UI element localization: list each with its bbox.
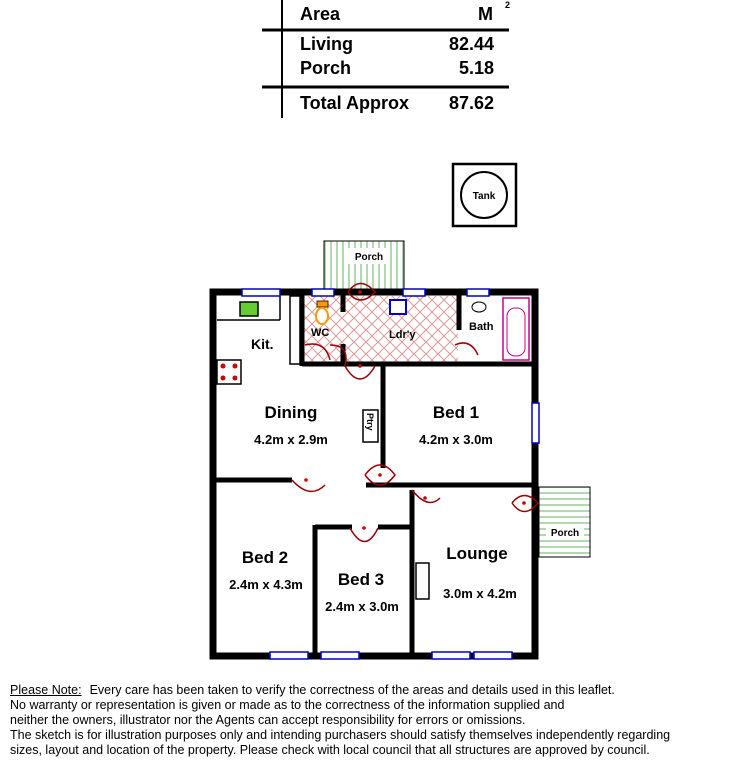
room-size: 4.2m x 3.0m — [419, 432, 493, 447]
room-name: Bed 3 — [337, 570, 385, 589]
room-name: Lounge — [446, 544, 508, 563]
kitchen-label: Kit. — [251, 336, 274, 352]
area-row-value: 82.44 — [448, 34, 494, 54]
area-total-label: Total Approx — [300, 93, 409, 113]
bath-label: Bath — [469, 321, 494, 333]
room-name: Bed 1 — [432, 403, 480, 422]
porch-label: Porch — [550, 528, 580, 539]
laundry-label: Ldr'y — [389, 329, 416, 341]
disclaimer-line: Every care has been taken to verify the correctness of the areas and details used in this leaflet. — [89, 683, 615, 697]
laundry-trough — [390, 300, 406, 314]
porch-right — [539, 487, 590, 557]
area-unit: M — [478, 4, 493, 24]
area-unit-power: 2 — [505, 0, 511, 10]
area-row-label: Porch — [300, 58, 352, 78]
porch-label: Porch — [354, 252, 384, 263]
wc-label: WC — [311, 327, 330, 339]
pantry — [363, 410, 378, 442]
room-name: Bed 2 — [241, 548, 289, 567]
area-heading: Area — [300, 4, 341, 24]
disclaimer — [10, 683, 745, 758]
wc-toilet — [316, 301, 328, 324]
room-size: 3.0m x 4.2m — [443, 586, 517, 601]
bath-basin — [472, 302, 486, 312]
tank — [453, 164, 516, 226]
pantry-label: Ptry — [365, 413, 375, 431]
tank-label: Tank — [472, 191, 496, 202]
room-size: 2.4m x 3.0m — [325, 599, 399, 614]
disclaimer-line: No warranty or representation is given or made as to the correctness of the information supplied and — [10, 698, 565, 712]
room-size: 4.2m x 2.9m — [254, 432, 328, 447]
disclaimer-line: sizes, layout and location of the property. Please check with local council that all structures are approved by council. — [10, 743, 650, 757]
disclaimer-label: Please Note: — [10, 683, 82, 697]
disclaimer-line: The sketch is for illustration purposes only and intending purchasers should satisfy themselves independently regarding — [10, 728, 671, 742]
disclaimer-line: neither the owners, illustrator nor the Agents can accept responsibility for errors or omissions. — [10, 713, 526, 727]
area-row-value: 5.18 — [458, 58, 494, 78]
bathtub — [503, 298, 529, 360]
lounge-cabinet — [416, 563, 429, 599]
room-size: 2.4m x 4.3m — [229, 577, 303, 592]
area-total-value: 87.62 — [448, 93, 494, 113]
room-name: Dining — [264, 403, 318, 422]
area-row-label: Living — [300, 34, 353, 54]
